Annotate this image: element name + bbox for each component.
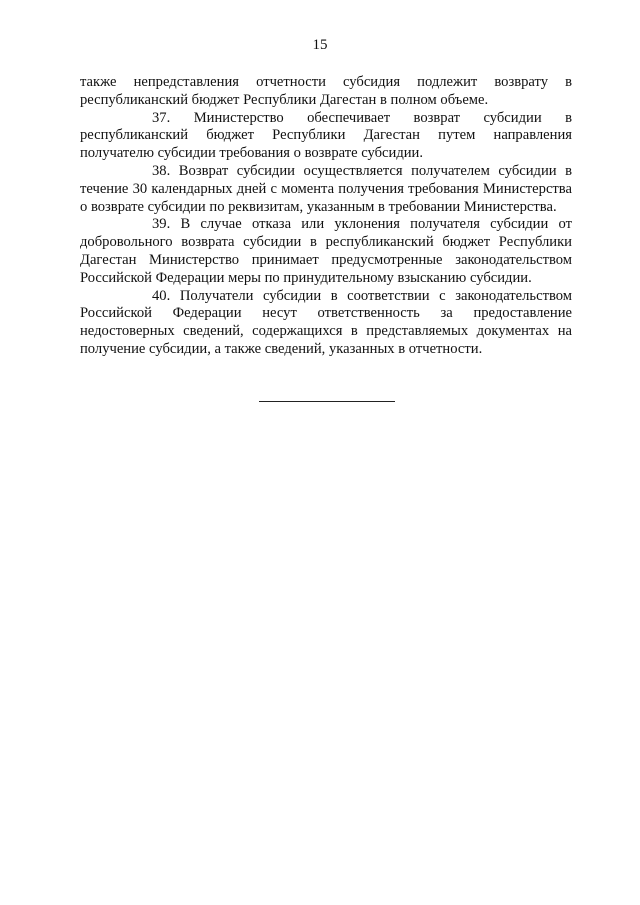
paragraph-number: 40. [152, 287, 171, 304]
paragraph-39 [80, 216, 572, 287]
paragraph-continuation [80, 74, 572, 110]
paragraph-text: также непредставления отчетности субсидия подлежит возврату в республиканский бюджет Республики Дагестан в полном объеме. [80, 74, 572, 108]
page-number: 15 [312, 37, 328, 53]
paragraph-text: В случае отказа или уклонения получателя субсидии от добровольного возврата субсидии в республиканский бюджет Республики Дагестан Министерство принимает предусмотренные законодательством Российской Федерации меры по принудительному взысканию субсидии. [80, 216, 572, 286]
paragraph-number: 39. [152, 216, 171, 233]
paragraph-38 [80, 163, 572, 216]
paragraph-text: Получатели субсидии в соответствии с законодательством Российской Федерации несут ответственность за предоставление недостоверных сведений, содержащихся в представляемых документах на получение субсидии, а также сведений, указанных в отчетности. [80, 287, 572, 357]
paragraph-37 [80, 110, 572, 163]
document-body [80, 74, 572, 359]
paragraph-number: 37. [152, 109, 171, 126]
end-of-document-rule [259, 401, 395, 402]
paragraph-text: Возврат субсидии осуществляется получателем субсидии в течение 30 календарных дней с момента получения требования Министерства о возврате субсидии по реквизитам, указанным в требовании Министерства. [80, 162, 572, 215]
paragraph-number: 38. [152, 162, 171, 179]
paragraph-text: Министерство обеспечивает возврат субсидии в республиканский бюджет Республики Дагестан путем направления получателю субсидии требования о возврате субсидии. [80, 109, 572, 162]
paragraph-40 [80, 288, 572, 359]
